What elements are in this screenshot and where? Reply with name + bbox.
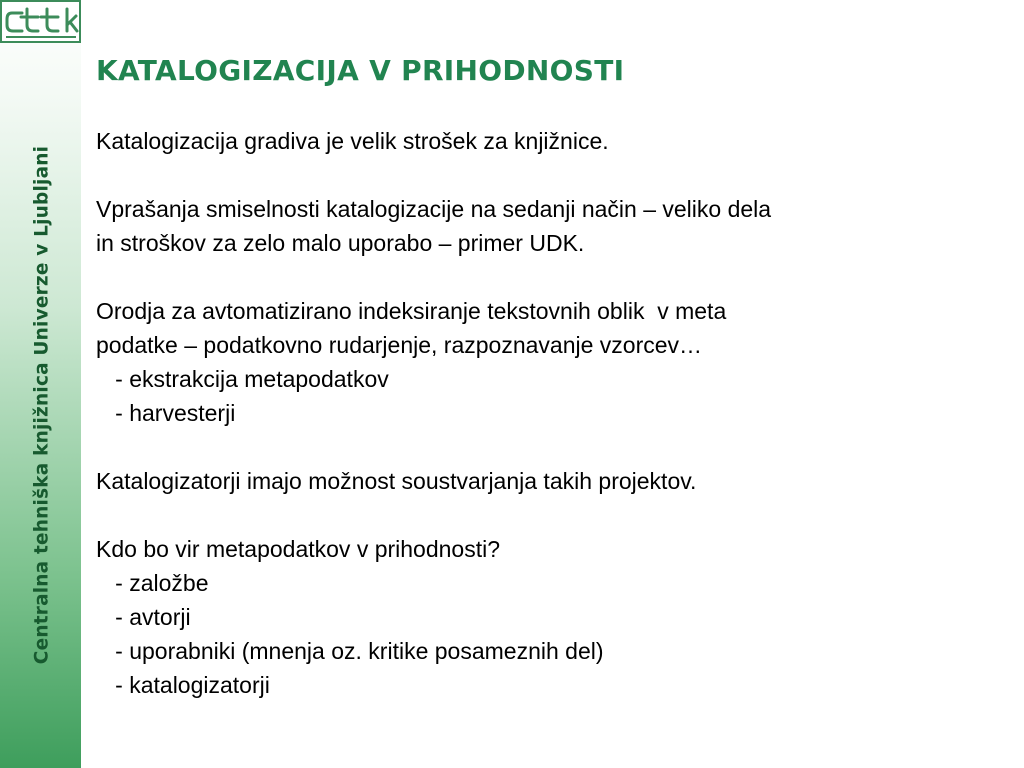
text-line: Kdo bo vir metapodatkov v prihodnosti? [96, 536, 501, 562]
text-line: - ekstrakcija metapodatkov [96, 366, 389, 392]
paragraph-spacer [96, 430, 996, 464]
text-line: - harvesterji [96, 400, 236, 426]
text-line: in stroškov za zelo malo uporabo – primer UDK. [96, 230, 585, 256]
paragraph-spacer [96, 498, 996, 532]
text-line: - avtorji [96, 604, 191, 630]
paragraph [96, 532, 996, 702]
text-line: podatke – podatkovno rudarjenje, razpoznavanje vzorcev… [96, 332, 703, 358]
paragraph [96, 464, 996, 498]
paragraph [96, 124, 996, 158]
text-line: Orodja za avtomatizirano indeksiranje tekstovnih oblik v meta [96, 298, 727, 324]
paragraph-spacer [96, 260, 996, 294]
paragraph [96, 192, 996, 260]
text-line: - založbe [96, 570, 209, 596]
paragraph-spacer [96, 158, 996, 192]
ctk-logo-icon [0, 0, 82, 44]
sidebar-band [0, 0, 81, 768]
paragraph [96, 294, 996, 430]
text-line: Katalogizatorji imajo možnost soustvarjanja takih projektov. [96, 468, 697, 494]
slide-title: KATALOGIZACIJA V PRIHODNOSTI [96, 54, 625, 87]
text-line: Vprašanja smiselnosti katalogizacije na sedanji način – veliko dela [96, 196, 772, 222]
institution-name: Centralna tehniška knjižnica Univerze v Ljubljani [31, 145, 53, 665]
text-line: - uporabniki (mnenja oz. kritike posameznih del) [96, 638, 604, 664]
text-line: - katalogizatorji [96, 672, 270, 698]
slide-body [96, 124, 996, 702]
text-line: Katalogizacija gradiva je velik strošek za knjižnice. [96, 128, 609, 154]
